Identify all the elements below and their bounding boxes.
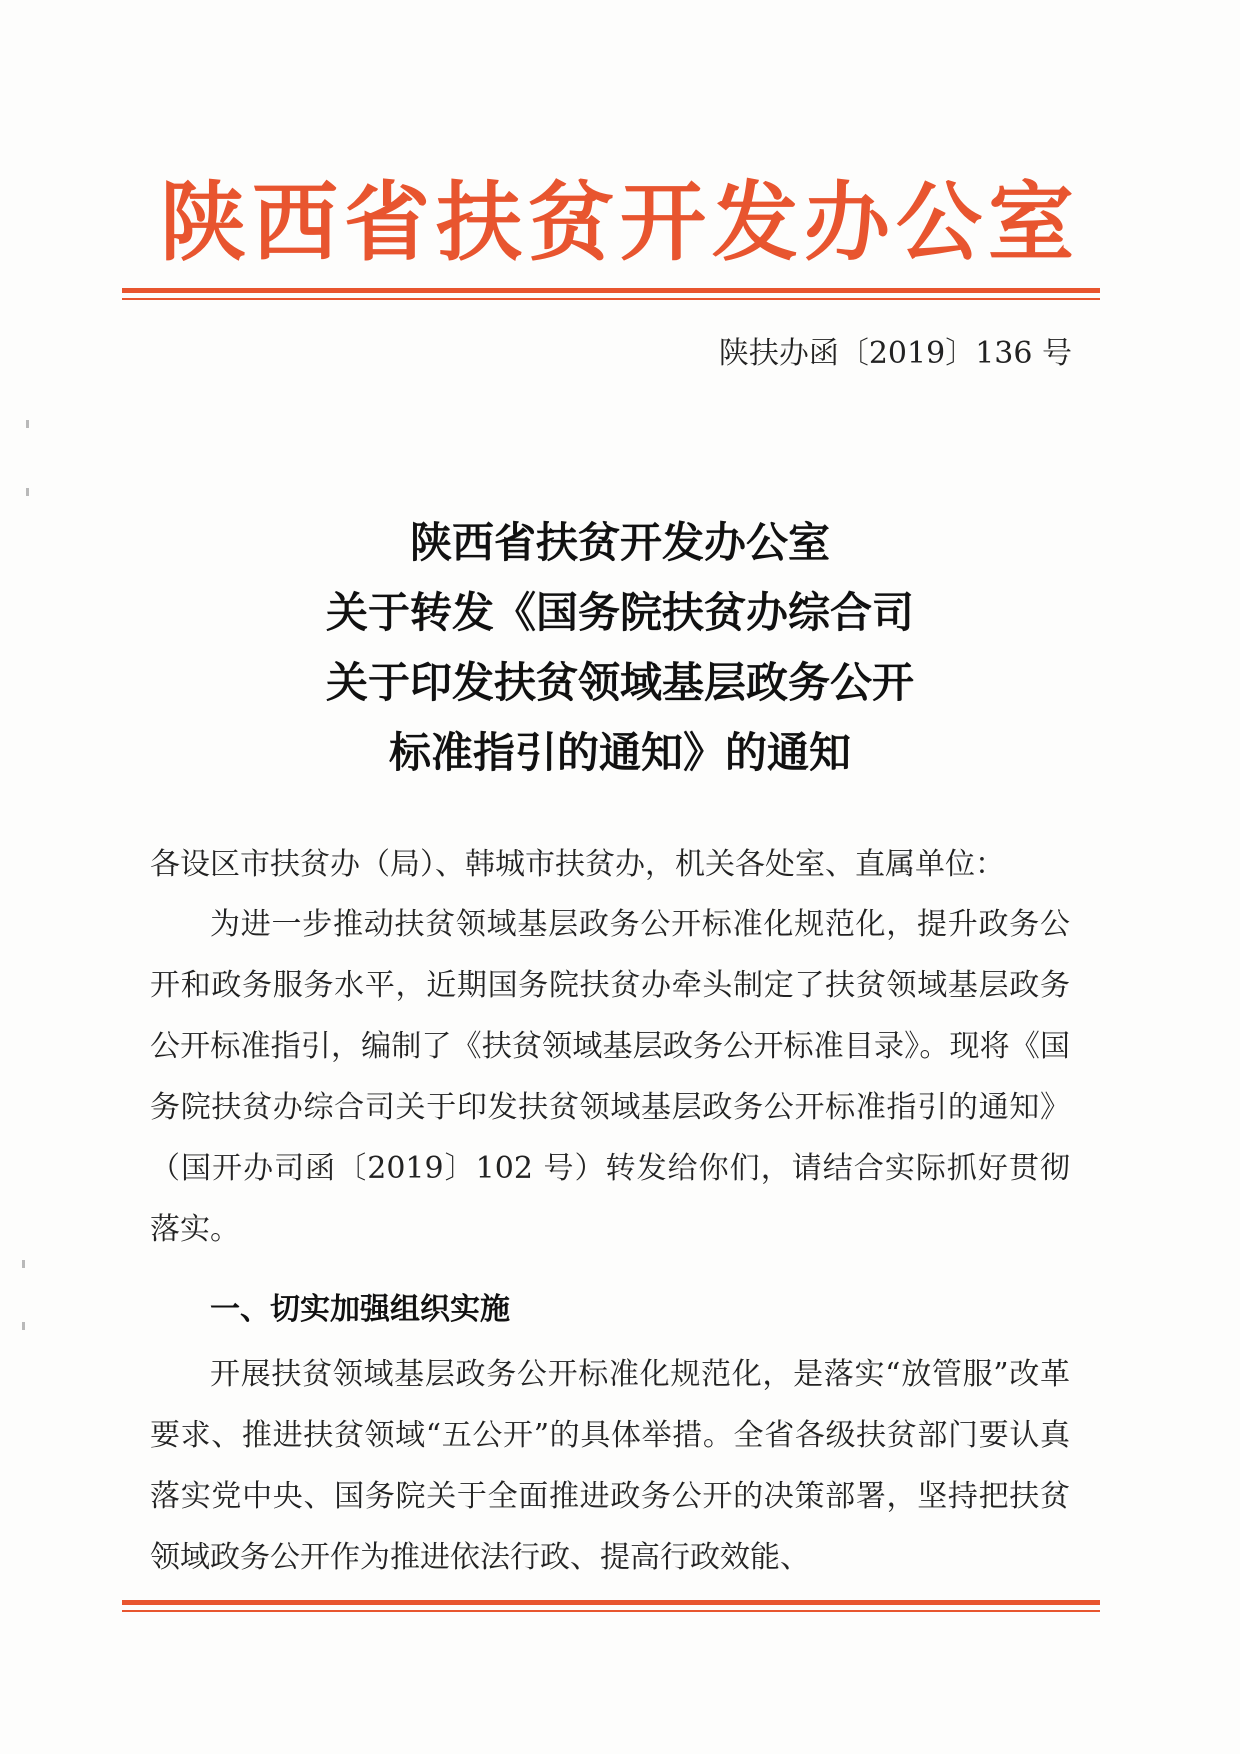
- title-line: 陕西省扶贫开发办公室: [409, 518, 830, 567]
- body-paragraph: 开展扶贫领域基层政务公开标准化规范化，是落实“放管服”改革要求、推进扶贫领域“五公开”的具体举措。全省各级扶贫部门要认真落实党中央、国务院关于全面推进政务公开的决策部署，坚持把扶贫领域政务公开作为推进依法行政、提高行政效能、: [150, 1357, 1070, 1575]
- document-number: 陕扶办函〔2019〕136 号: [718, 336, 1072, 371]
- section-heading: 一、切实加强组织实施: [210, 1292, 510, 1327]
- scan-speck: [26, 488, 29, 496]
- document-title: [150, 508, 1090, 788]
- scan-speck: [22, 1260, 25, 1268]
- letterhead-org-name: 陕西省扶贫开发办公室: [160, 172, 1080, 273]
- salutation: 各设区市扶贫办（局）、韩城市扶贫办，机关各处室、直属单位：: [150, 847, 1005, 882]
- footer-red-rule-thin: [122, 1610, 1100, 1612]
- footer-red-rule-thick: [122, 1600, 1100, 1605]
- title-line: 标准指引的通知》的通知: [388, 728, 851, 777]
- scan-speck: [26, 420, 29, 428]
- body-paragraph: 为进一步推动扶贫领域基层政务公开标准化规范化，提升政务公开和政务服务水平，近期国务院扶贫办牵头制定了扶贫领域基层政务公开标准指引，编制了《扶贫领域基层政务公开标准目录》。现将《国务院扶贫办综合司关于印发扶贫领域基层政务公开标准指引的通知》（国开办司函〔2019〕102 号）转发给你们，请结合实际抓好贯彻落实。: [150, 907, 1070, 1247]
- letterhead-red-rule-thick: [122, 288, 1100, 293]
- title-line: 关于转发《国务院扶贫办综合司: [325, 588, 914, 637]
- letterhead-red-rule-thin: [122, 298, 1100, 300]
- scan-speck: [22, 1322, 25, 1330]
- title-line: 关于印发扶贫领域基层政务公开: [325, 658, 914, 707]
